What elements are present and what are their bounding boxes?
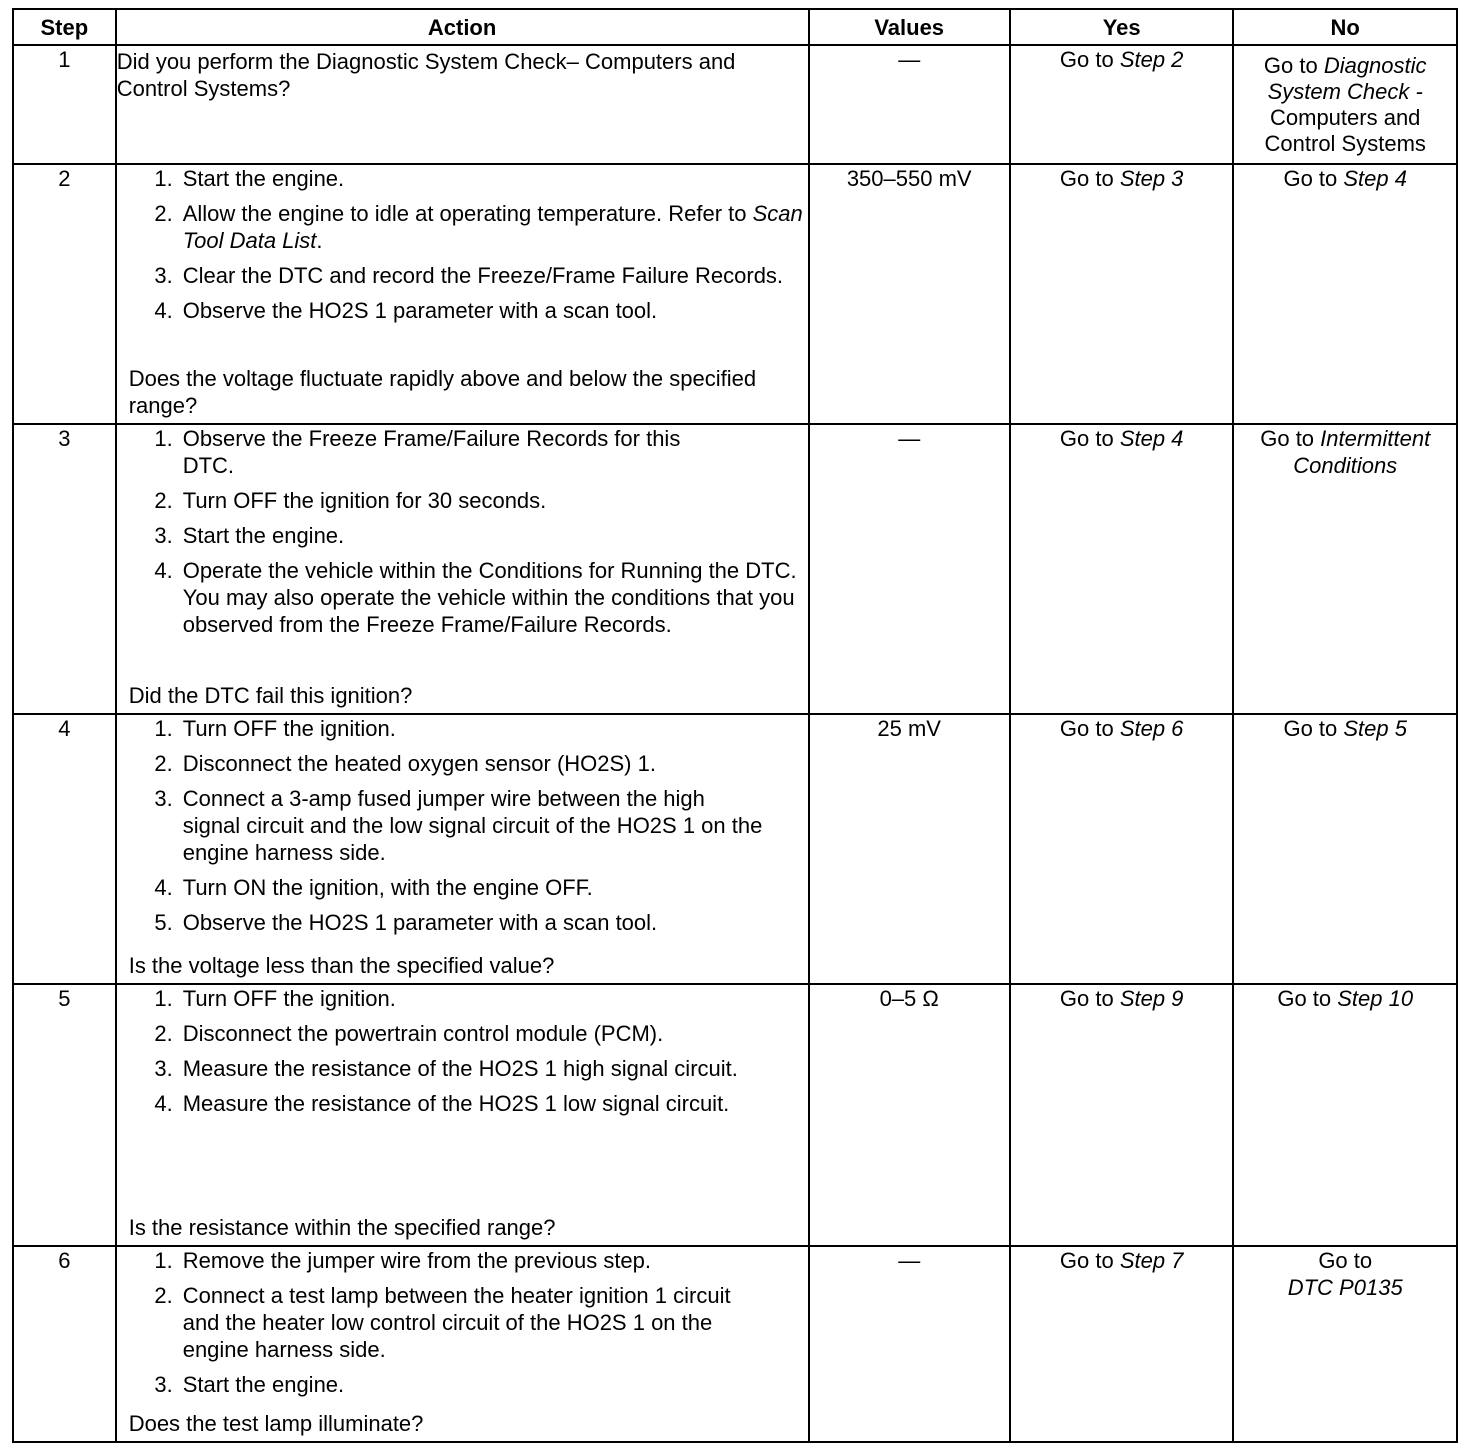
list-item	[117, 1090, 808, 1117]
no-link[interactable]: Intermittent Conditions	[1293, 426, 1431, 478]
action-list	[117, 1247, 808, 1398]
item-text: Remove the jumper wire from the previous step.	[182, 1248, 652, 1273]
yes-cell	[1010, 45, 1234, 164]
item-number: 1.	[154, 716, 173, 741]
action-list	[117, 985, 808, 1117]
item-text: Turn OFF the ignition.	[182, 716, 396, 741]
diagnostic-table	[12, 8, 1458, 1443]
item-number: 3.	[154, 1372, 173, 1397]
no-cell	[1233, 984, 1457, 1246]
item-text: Measure the resistance of the HO2S 1 low signal circuit.	[182, 1091, 730, 1116]
no-cell	[1233, 1246, 1457, 1442]
step-number: 5	[13, 984, 116, 1246]
item-number: 3.	[154, 1056, 173, 1081]
yes-cell	[1010, 424, 1234, 714]
item-number: 4.	[154, 558, 173, 583]
yes-prefix: Go to	[1059, 716, 1120, 741]
list-item	[117, 985, 808, 1012]
item-number: 2.	[154, 1283, 173, 1308]
item-number: 1.	[154, 426, 173, 451]
no-prefix: Go to	[1283, 166, 1344, 191]
table-row	[13, 45, 1457, 164]
no-prefix: Go to	[1263, 52, 1324, 78]
list-item	[117, 909, 808, 936]
item-text: Turn OFF the ignition.	[182, 986, 396, 1011]
no-link[interactable]: DTC P0135	[1287, 1275, 1403, 1300]
header-row	[13, 9, 1457, 45]
yes-cell	[1010, 1246, 1234, 1442]
item-number: 4.	[154, 875, 173, 900]
item-number: 1.	[154, 1248, 173, 1273]
values-cell: —	[809, 424, 1010, 714]
action-list	[117, 425, 808, 638]
table-row	[13, 164, 1457, 424]
list-item	[117, 557, 808, 638]
action-cell	[116, 984, 809, 1246]
list-item	[117, 1055, 808, 1082]
yes-cell	[1010, 984, 1234, 1246]
table-row	[13, 1246, 1457, 1442]
list-item	[117, 200, 808, 254]
yes-link[interactable]: Step 2	[1119, 47, 1184, 72]
item-number: 5.	[154, 910, 173, 935]
list-item	[117, 262, 808, 289]
item-number: 2.	[154, 201, 173, 226]
table-row	[13, 424, 1457, 714]
item-text: Observe the HO2S 1 parameter with a scan tool.	[182, 910, 658, 935]
item-text: Connect a test lamp between the heater ignition 1 circuit and the heater low control circuit of the HO2S 1 on the engine harness side.	[182, 1283, 731, 1362]
item-number: 1.	[154, 986, 173, 1011]
item-text: Measure the resistance of the HO2S 1 high signal circuit.	[182, 1056, 738, 1081]
no-cell	[1233, 164, 1457, 424]
yes-link[interactable]: Step 6	[1119, 716, 1184, 741]
no-cell	[1233, 45, 1457, 164]
yes-link[interactable]: Step 3	[1119, 166, 1184, 191]
action-question: Does the voltage fluctuate rapidly above and below the specified range?	[128, 366, 757, 418]
item-text: Observe the HO2S 1 parameter with a scan tool.	[182, 298, 658, 323]
step-number: 6	[13, 1246, 116, 1442]
no-suffix: Computers and Control Systems	[1264, 104, 1426, 156]
step-number: 1	[13, 45, 116, 164]
yes-prefix: Go to	[1059, 1248, 1120, 1273]
action-question: Is the voltage less than the specified value?	[128, 953, 555, 978]
step-number: 4	[13, 714, 116, 984]
item-reference-link[interactable]: Scan Tool Data List	[182, 201, 803, 253]
item-text: Observe the Freeze Frame/Failure Records for this DTC.	[182, 426, 681, 478]
yes-cell	[1010, 714, 1234, 984]
step-number: 2	[13, 164, 116, 424]
values-cell: —	[809, 1246, 1010, 1442]
item-number: 3.	[154, 263, 173, 288]
item-text: Disconnect the powertrain control module (PCM).	[182, 1021, 664, 1046]
list-item	[117, 297, 808, 324]
yes-prefix: Go to	[1059, 166, 1120, 191]
action-question: Is the resistance within the specified range?	[128, 1215, 556, 1240]
item-text: Clear the DTC and record the Freeze/Frame Failure Records.	[182, 263, 784, 288]
item-text: Start the engine.	[182, 1372, 345, 1397]
list-item	[117, 750, 808, 777]
item-text: Disconnect the heated oxygen sensor (HO2S) 1.	[182, 751, 656, 776]
yes-link[interactable]: Step 9	[1119, 986, 1184, 1011]
list-item	[117, 874, 808, 901]
table-row	[13, 714, 1457, 984]
item-number: 2.	[154, 751, 173, 776]
yes-prefix: Go to	[1059, 986, 1120, 1011]
step-number: 3	[13, 424, 116, 714]
no-prefix: Go to	[1283, 716, 1344, 741]
values-cell: 0–5 Ω	[809, 984, 1010, 1246]
item-text: Start the engine.	[182, 523, 345, 548]
no-link[interactable]: Step 4	[1343, 166, 1407, 191]
item-number: 2.	[154, 1021, 173, 1046]
values-cell: —	[809, 45, 1010, 164]
header-action: Action	[116, 9, 809, 45]
values-cell: 350–550 mV	[809, 164, 1010, 424]
yes-prefix: Go to	[1059, 47, 1120, 72]
list-item	[117, 425, 808, 479]
no-cell	[1233, 424, 1457, 714]
action-cell	[116, 164, 809, 424]
list-item	[117, 1247, 808, 1274]
action-question: Did the DTC fail this ignition?	[128, 683, 413, 708]
list-item	[117, 715, 808, 742]
action-list	[117, 165, 808, 324]
no-link[interactable]: Step 10	[1337, 986, 1414, 1011]
header-values: Values	[809, 9, 1010, 45]
list-item	[117, 1371, 808, 1398]
no-link[interactable]: Diagnostic System Check -	[1267, 52, 1427, 104]
item-number: 4.	[154, 1091, 173, 1116]
item-text-end: .	[316, 228, 323, 253]
item-text: Turn OFF the ignition for 30 seconds.	[182, 488, 547, 513]
no-prefix: Go to	[1277, 986, 1338, 1011]
no-prefix: Go to	[1318, 1248, 1373, 1273]
action-cell	[116, 45, 809, 164]
yes-link[interactable]: Step 4	[1119, 426, 1184, 451]
action-question: Does the test lamp illuminate?	[128, 1411, 424, 1436]
list-item	[117, 1282, 808, 1363]
table-row	[13, 984, 1457, 1246]
no-prefix: Go to	[1260, 426, 1321, 451]
yes-cell	[1010, 164, 1234, 424]
yes-prefix: Go to	[1059, 426, 1120, 451]
item-text: Allow the engine to idle at operating temperature. Refer to	[182, 201, 753, 226]
item-text-wrap	[183, 200, 808, 254]
item-number: 4.	[154, 298, 173, 323]
action-cell	[116, 424, 809, 714]
item-number: 3.	[154, 523, 173, 548]
action-list	[117, 715, 808, 936]
no-link[interactable]: Step 5	[1343, 716, 1407, 741]
action-cell	[116, 714, 809, 984]
header-step: Step	[13, 9, 116, 45]
no-cell	[1233, 714, 1457, 984]
item-text: Start the engine.	[182, 166, 345, 191]
values-cell: 25 mV	[809, 714, 1010, 984]
list-item	[117, 165, 808, 192]
item-number: 1.	[154, 166, 173, 191]
item-number: 2.	[154, 488, 173, 513]
action-question: Did you perform the Diagnostic System Check– Computers and Control Systems?	[116, 49, 736, 101]
list-item	[117, 1020, 808, 1047]
header-no: No	[1233, 9, 1457, 45]
item-text: Turn ON the ignition, with the engine OFF.	[182, 875, 593, 900]
item-text: Connect a 3-amp fused jumper wire between the high signal circuit and the low signal circuit of the HO2S 1 on the engine harness side.	[182, 786, 763, 865]
list-item	[117, 487, 808, 514]
item-number: 3.	[154, 786, 173, 811]
yes-link[interactable]: Step 7	[1119, 1248, 1184, 1273]
item-text: Operate the vehicle within the Conditions for Running the DTC. You may also operate the vehicle within the conditions that you observed from the Freeze Frame/Failure Records.	[182, 558, 797, 637]
list-item	[117, 785, 808, 866]
action-cell	[116, 1246, 809, 1442]
header-yes: Yes	[1010, 9, 1234, 45]
list-item	[117, 522, 808, 549]
